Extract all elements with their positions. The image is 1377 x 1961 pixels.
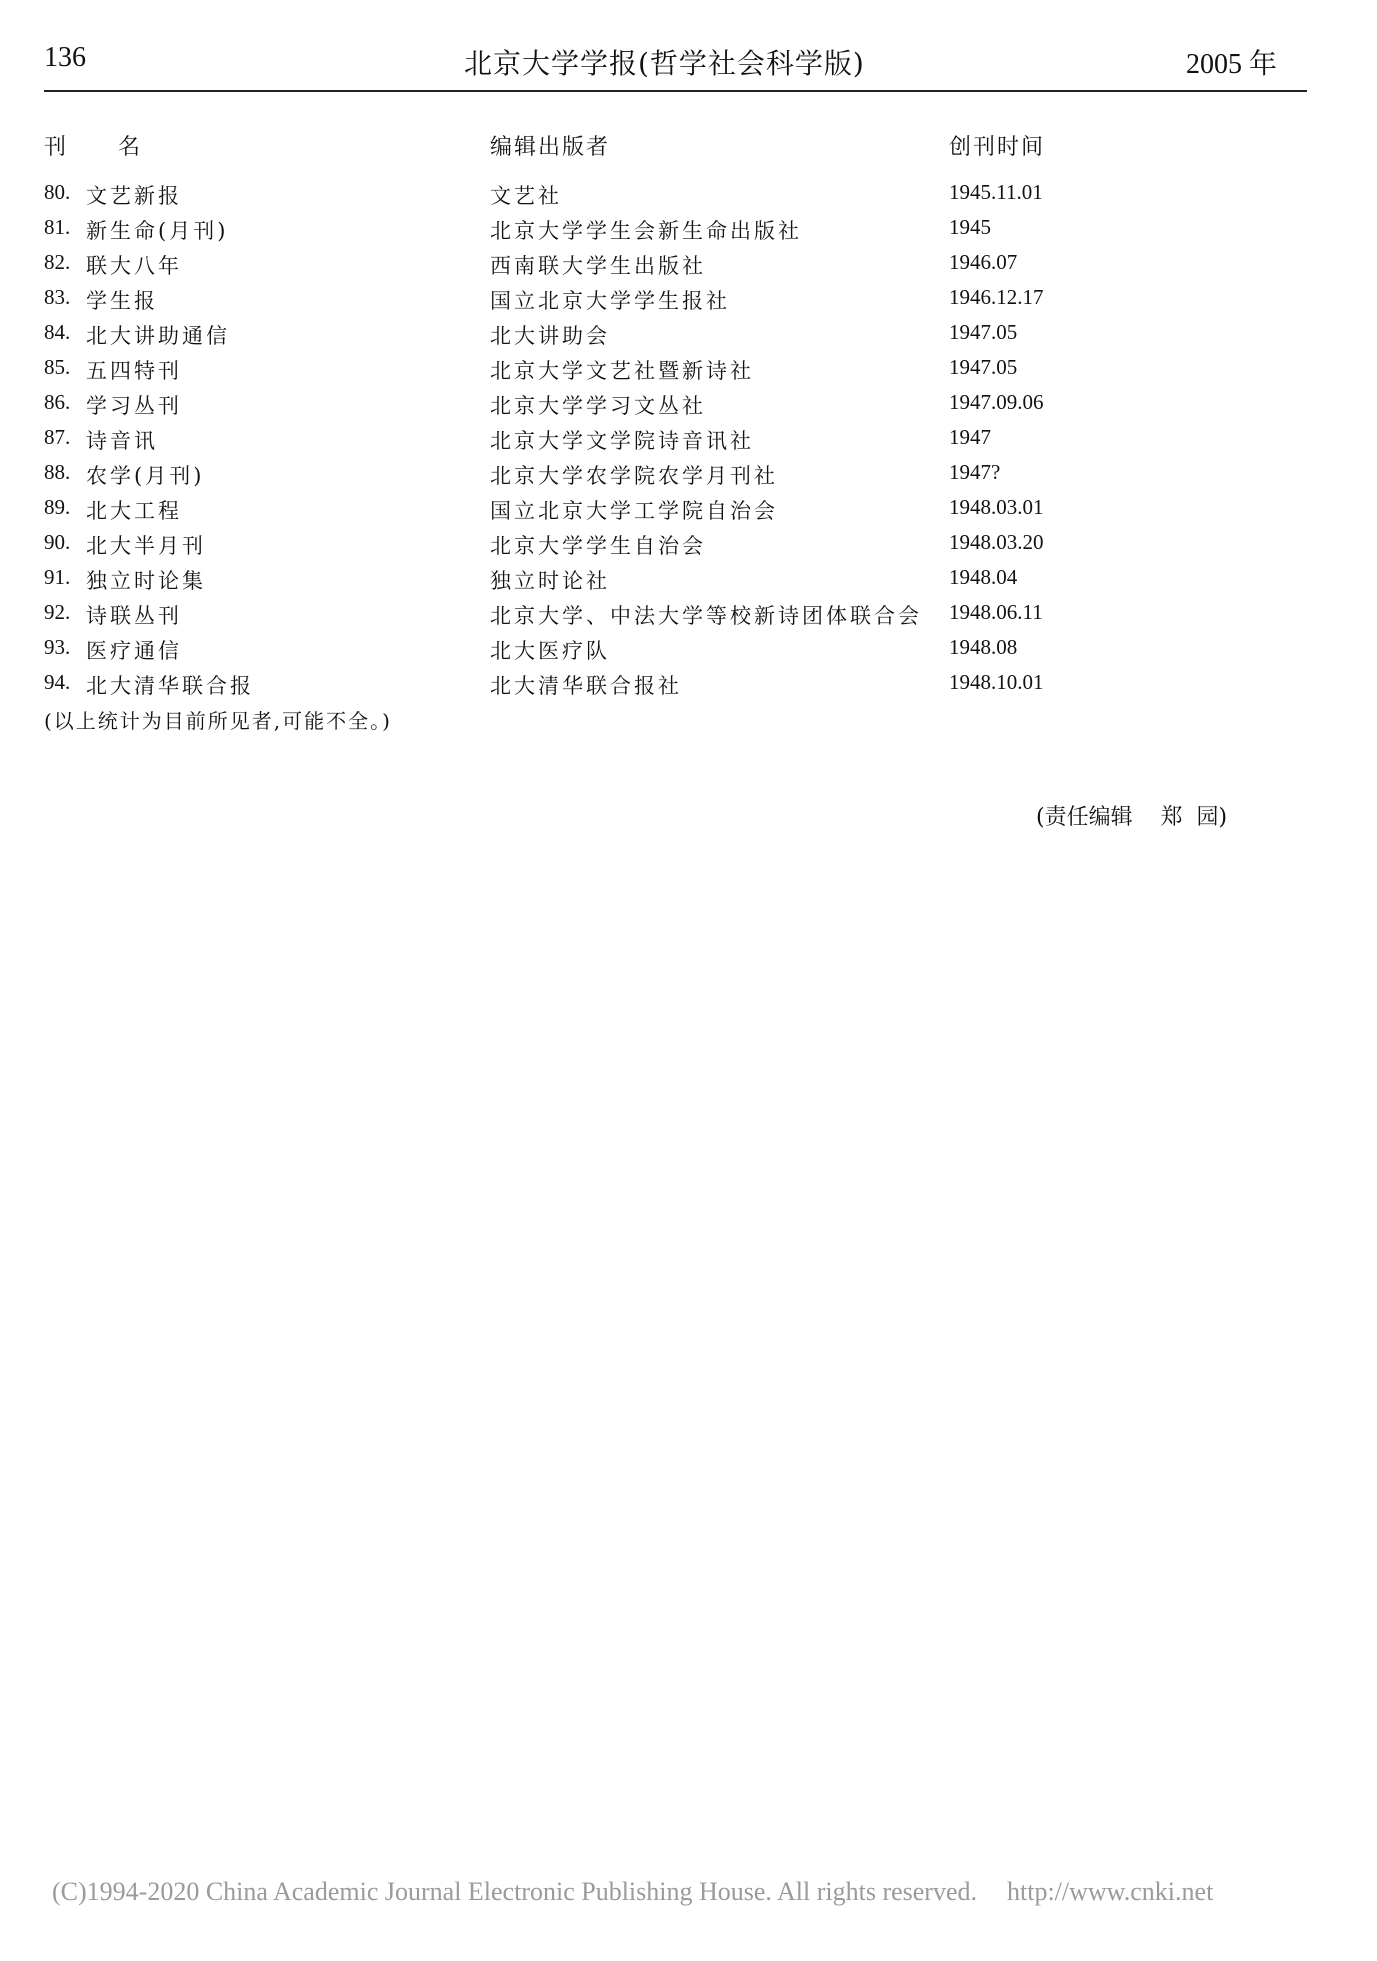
table-row xyxy=(44,250,1307,285)
periodical-name: 医疗通信 xyxy=(86,639,182,663)
periodical-name: 学习丛刊 xyxy=(86,394,182,418)
journal-title: 北京大学学报(哲学社会科学版) xyxy=(464,47,865,80)
table-row xyxy=(44,565,1307,600)
publisher-name: 北大讲助会 xyxy=(490,324,610,348)
publisher-name: 西南联大学生出版社 xyxy=(490,254,706,278)
publisher-name: 北京大学学生自治会 xyxy=(490,534,706,558)
periodical-name: 诗联丛刊 xyxy=(86,604,182,628)
publisher-name: 北京大学文学院诗音讯社 xyxy=(490,429,754,453)
row-number: 87. xyxy=(44,425,71,449)
publisher-name: 北大医疗队 xyxy=(490,639,610,663)
publication-year: 2005 年 xyxy=(1185,49,1277,80)
publisher-name: 北京大学农学院农学月刊社 xyxy=(490,464,778,488)
column-header-date: 创刊时间 xyxy=(949,135,1046,160)
copyright-text: (C)1994-2020 China Academic Journal Electronic Publishing House. All rights reserved. xyxy=(52,1877,977,1906)
periodical-name: 独立时论集 xyxy=(86,569,206,593)
founding-date: 1948.06.11 xyxy=(949,600,1043,624)
founding-date: 1948.04 xyxy=(949,565,1018,589)
table-note: (以上统计为目前所见者,可能不全。) xyxy=(44,709,392,733)
table-row xyxy=(44,670,1307,705)
table-row xyxy=(44,635,1307,670)
row-number: 88. xyxy=(44,460,71,484)
founding-date: 1948.10.01 xyxy=(949,670,1044,694)
header-rule xyxy=(44,90,1307,92)
publisher-name: 北京大学学习文丛社 xyxy=(490,394,706,418)
founding-date: 1948.03.01 xyxy=(949,495,1044,519)
founding-date: 1948.03.20 xyxy=(949,530,1044,554)
copyright-footer xyxy=(52,1877,1213,1907)
row-number: 85. xyxy=(44,355,71,379)
row-number: 91. xyxy=(44,565,71,589)
table-row xyxy=(44,320,1307,355)
periodical-name: 五四特刊 xyxy=(86,359,182,383)
table-row xyxy=(44,600,1307,635)
column-header-publisher: 编辑出版者 xyxy=(490,135,611,160)
publisher-name: 北大清华联合报社 xyxy=(490,674,682,698)
periodical-name: 新生命(月刊) xyxy=(86,219,229,243)
periodical-name: 北大工程 xyxy=(86,499,182,523)
table-row xyxy=(44,180,1307,215)
table-row xyxy=(44,390,1307,425)
publisher-name: 文艺社 xyxy=(490,184,562,208)
periodical-name: 北大讲助通信 xyxy=(86,324,230,348)
periodical-name: 农学(月刊) xyxy=(86,464,205,488)
founding-date: 1946.07 xyxy=(949,250,1018,274)
editor-credit: (责任编辑 郑 园) xyxy=(1036,805,1228,830)
table-row xyxy=(44,355,1307,390)
founding-date: 1948.08 xyxy=(949,635,1018,659)
founding-date: 1946.12.17 xyxy=(949,285,1044,309)
table-row xyxy=(44,460,1307,495)
publisher-name: 国立北京大学工学院自治会 xyxy=(490,499,778,523)
page-header xyxy=(44,42,1307,92)
row-number: 90. xyxy=(44,530,71,554)
founding-date: 1947? xyxy=(949,460,1001,484)
row-number: 93. xyxy=(44,635,71,659)
publisher-name: 北京大学、中法大学等校新诗团体联合会 xyxy=(490,604,922,628)
table-row xyxy=(44,495,1307,530)
row-number: 81. xyxy=(44,215,71,239)
row-number: 86. xyxy=(44,390,71,414)
row-number: 94. xyxy=(44,670,71,694)
periodical-name: 北大半月刊 xyxy=(86,534,206,558)
founding-date: 1947.09.06 xyxy=(949,390,1044,414)
founding-date: 1945.11.01 xyxy=(949,180,1043,204)
row-number: 92. xyxy=(44,600,71,624)
footer-url: http://www.cnki.net xyxy=(1007,1877,1214,1906)
periodical-name: 联大八年 xyxy=(86,254,182,278)
publisher-name: 独立时论社 xyxy=(490,569,610,593)
column-header-name: 刊 名 xyxy=(44,135,141,160)
periodical-name: 北大清华联合报 xyxy=(86,674,254,698)
row-number: 82. xyxy=(44,250,71,274)
periodical-name: 学生报 xyxy=(86,289,158,313)
table-row xyxy=(44,285,1307,320)
founding-date: 1947.05 xyxy=(949,355,1018,379)
table-body xyxy=(44,180,1307,705)
page-number: 136 xyxy=(44,42,86,73)
publisher-name: 北京大学学生会新生命出版社 xyxy=(490,219,802,243)
row-number: 80. xyxy=(44,180,71,204)
row-number: 89. xyxy=(44,495,71,519)
founding-date: 1947 xyxy=(949,425,991,449)
periodical-name: 诗音讯 xyxy=(86,429,158,453)
table-row xyxy=(44,215,1307,250)
founding-date: 1947.05 xyxy=(949,320,1018,344)
row-number: 83. xyxy=(44,285,71,309)
row-number: 84. xyxy=(44,320,71,344)
publisher-name: 国立北京大学学生报社 xyxy=(490,289,730,313)
publisher-name: 北京大学文艺社暨新诗社 xyxy=(490,359,754,383)
founding-date: 1945 xyxy=(949,215,991,239)
periodical-name: 文艺新报 xyxy=(86,184,182,208)
table-row xyxy=(44,530,1307,565)
table-row xyxy=(44,425,1307,460)
